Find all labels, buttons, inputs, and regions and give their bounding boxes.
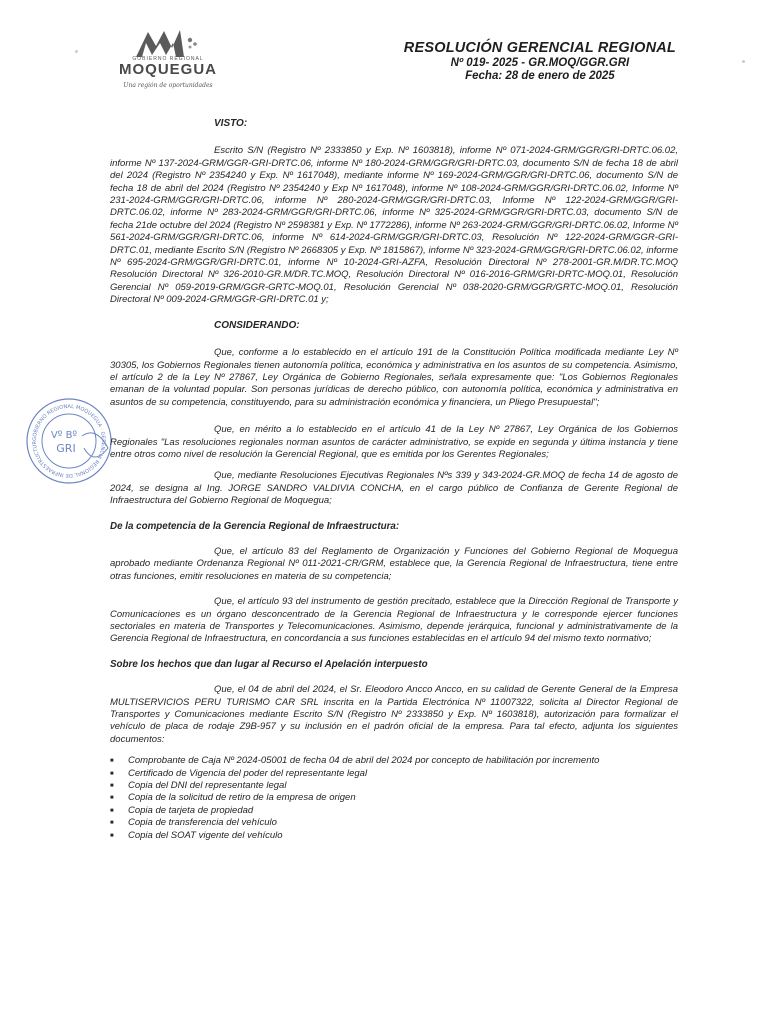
attached-documents-list [110,755,678,842]
list-item: ■ Certificado de Vigencia del poder del representante legal [110,768,678,780]
competencia-heading: De la competencia de la Gerencia Regional de Infraestructura: [110,520,400,532]
visto-text: Escrito S/N (Registro Nº 2333850 y Exp. Nº 1603818), informe Nº 071-2024-GRM/GGR/GRI-DRTC.06.02, informe Nº 137-2024-GRM/GGR-GRI-DRTC.06, informe Nº 180-2024-GRM/GGR/GRI-DRTC.03, documento S/N de fecha 18 de abril del 2024 (Registro Nº 2354240 y Exp. Nº 1617048), mediante informe Nº 169-2024-GRM/GGR/GRI-DRTC.06, documento S/N de fecha 18 de abril del 2024 (Registro Nº 2354240 y Exp Nº 1617048), informe Nº 108-2024-GRM/GGR/GRI-DRTC.06.02, Informe Nº 231-2024-GRM/GGR/GRI-DRTC.06, informe Nº 280-2024-GRM/GGR/GRI-DRTC.03, Informe Nº 122-2024-GRM/GGR/GRI-DRTC.06.02, informe Nº 283-2024-GRM/GGR/GRI-DRTC.06, informe Nº 325-2024-GRM/GGR/GRI-DRTC.03, documento S/N de fecha 21de octubre del 2024 (Registro Nº 2598381 y Exp. Nº 1772286), informe Nº 263-2024-GRM/GGR/GRI-DRTC.06.02, Informe Nº 561-2024-GRM/GGR/GRI-DRTC.06, informe Nº 614-2024-GRM/GGR/GRI-DRTC.03, Resolución Nº 122-2024-GRM/GGR-GRI-DRTC.01, mediante Escrito S/N (Registro Nº 2668305 y Exp. Nº 1815867), informe Nº 323-2024-GRM/GGR/GRI-DRTC.06.02, informe Nº 695-2024-GRM/GGR/GRI-DRTC.01, informe Nº 10-2024-GRI-AZFA, Resolución Directoral Nº 278-2001-GR.M/DR.TC.MOQ Resolución Directoral Nº 326-2010-GR.M/DR.TC.MOQ, Resolución Directoral Nº 016-2016-GRM/GRI-DRTC-MOQ.01, Resolución Gerencial Nº 059-2019-GRM/GGR-GRTC-MOQ.01, Resolución Gerencial Nº 038-2020-GRM/GGR/GRTC-MOQ.01, Resolución Directoral Nº 009-2024-GRM/GGR-GRI-DRTC.01 y; [110,145,678,306]
resolution-title: RESOLUCIÓN GERENCIAL REGIONAL [403,40,676,56]
stamp-office: GRI [56,442,76,455]
list-item: ■ Copia de tarjeta de propiedad [110,805,678,817]
competencia-paragraph-2: Que, el artículo 93 del instrumento de gestión precitado, establece que la Dirección Regional de Transporte y Comunicaciones es un órgano desconcentrado de la Gerencia Regional de Infraestructura y le corresponde ejercer funciones sectoriales en materia de Transportes y Telecomunicaciones. Asimismo, depende jerárquica, funcional y administrativamente de la Gerencia Regional de Infraestructura, en concordancia a sus funciones establecidas en el artículo 94 del mismo texto normativo; [110,596,678,645]
visto-heading: VISTO: [214,118,248,129]
list-item: ■ Copia del SOAT vigente del vehículo [110,830,678,842]
scan-mark [75,50,78,53]
logo-name: MOQUEGUA [119,61,217,78]
moquegua-logo [108,28,228,89]
resolution-header [404,40,676,82]
list-item: ■ Comprobante de Caja Nº 2024-05001 de fecha 04 de abril del 2024 por concepto de habilitación por incremento [110,755,678,767]
considerando-paragraph-1: Que, conforme a lo establecido en el artículo 191 de la Constitución Política modificada mediante Ley Nº 30305, los Gobiernos Regionales tienen autonomía política, económica y administrativa en los asuntos de su competencia. Asimismo, el artículo 2 de la Ley Nº 27867, Ley Orgánica de Gobierno Regionales, señala expresamente que: "Los Gobiernos Regionales emanan de la voluntad popular. Son personas jurídicas de derecho público, con autonomía política, económica y administrativa en asuntos de su competencia, constituyendo, para su administración económica y financiera, un Pliego Presupuestal"; [110,347,678,408]
considerando-heading: CONSIDERANDO: [214,319,300,331]
scan-mark [742,60,745,63]
logo-subtitle: GOBIERNO REGIONAL [132,56,204,62]
resolution-number: Nº 019- 2025 - GR.MOQ/GGR.GRI [450,57,630,69]
logo-tagline: Una región de oportunidades [123,82,213,89]
list-item: ■ Copia de transferencia del vehículo [110,817,678,829]
stamp-ring-text: GOBIERNO REGIONAL MOQUEGUA · GERENCIA REGIONAL DE INFRAESTRUCTUR [31,403,107,479]
resolution-body [110,118,678,842]
competencia-paragraph-1: Que, el artículo 83 del Reglamento de Organización y Funciones del Gobierno Regional de Moquegua aprobado mediante Ordenanza Regional Nº 011-2021-CR/GRM, establece que, la Gerencia Regional de Infraestructura, tiene entre otras funciones, emitir resoluciones en materia de su competencia; [110,545,678,582]
resolution-date: Fecha: 28 de enero de 2025 [465,70,615,82]
list-item: ■ Copia del DNI del representante legal [110,780,678,792]
logo-mark-icon [132,28,204,58]
considerando-paragraph-2: Que, en mérito a lo establecido en el artículo 41 de la Ley Nº 27867, Ley Orgánica de los Gobiernos Regionales "Las resoluciones regionales norman asuntos de carácter administrativo, se expide en segunda y última instancia y tiene entre otros como nivel de resolución la Gerencial Regional, que es emitida por los Gerentes Regionales; [110,424,678,460]
approval-stamp [24,396,114,486]
list-item: ■ Copia de la solicitud de retiro de la empresa de origen [110,792,678,804]
stamp-vobo: Vº Bº [50,430,78,441]
hechos-paragraph-1: Que, el 04 de abril del 2024, el Sr. Eleodoro Ancco Ancco, en su calidad de Gerente General de la Empresa MULTISERVICIOS PERU TURISMO CAR SRL inscrita en la Partida Electrónica Nº 11007322, solicita al Director Regional de Transportes y Comunicaciones mediante Escrito S/N (Registro Nº 2333850 y Exp. Nº 1603818), autorización para formalizar el vehículo de placa de rodaje Z9B-957 y su inclusión en el padrón oficial de la empresa. Para tal efecto, adjunta los siguientes documentos: [110,684,678,745]
hechos-heading: Sobre los hechos que dan lugar al Recurso el Apelación interpuesto [110,658,428,670]
considerando-paragraph-3: Que, mediante Resoluciones Ejecutivas Regionales Nºs 339 y 343-2024-GR.MOQ de fecha 14 de agosto de 2024, se designa al Ing. JORGE SANDRO VALDIVIA CONCHA, en el cargo público de Confianza de Gerente Regional de Infraestructura del Gobierno Regional de Moquegua; [110,470,678,507]
